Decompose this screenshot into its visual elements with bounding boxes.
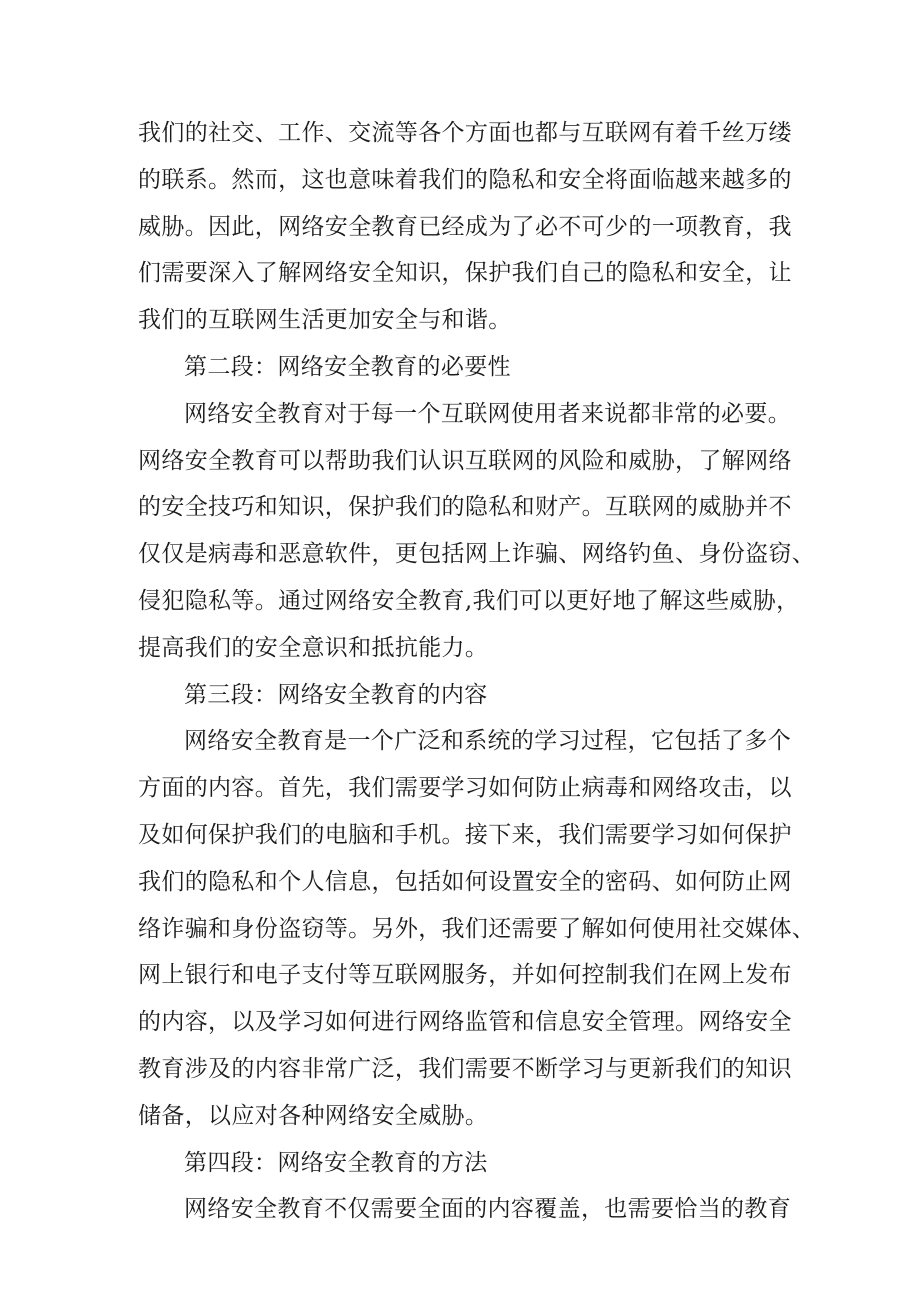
text-line: 我们的隐私和个人信息，包括如何设置安全的密码、如何防止网: [138, 868, 792, 895]
intro-paragraph: [138, 110, 798, 344]
text-line: 网络安全教育对于每一个互联网使用者来说都非常的必要。: [184, 400, 792, 427]
document-page: [138, 110, 816, 1233]
text-line: 方面的内容。首先，我们需要学习如何防止病毒和网络攻击，以: [138, 775, 792, 802]
text-line: 网络安全教育不仅需要全面的内容覆盖，也需要恰当的教育: [184, 1196, 792, 1223]
text-line: 网络安全教育是一个广泛和系统的学习过程，它包括了多个: [184, 728, 792, 755]
section-3-heading: 第三段：网络安全教育的内容: [184, 681, 488, 708]
text-line: 网上银行和电子支付等互联网服务，并如何控制我们在网上发布: [138, 962, 792, 989]
text-line: 提高我们的安全意识和抵抗能力。: [138, 634, 489, 661]
section-4-heading: 第四段：网络安全教育的方法: [184, 1149, 488, 1176]
section-2-heading: 第二段：网络安全教育的必要性: [184, 353, 511, 380]
text-line: 及如何保护我们的电脑和手机。接下来，我们需要学习如何保护: [138, 821, 792, 848]
text-line: 们需要深入了解网络安全知识，保护我们自己的隐私和安全，让: [138, 260, 792, 287]
text-line: 教育涉及的内容非常广泛，我们需要不断学习与更新我们的知识: [138, 1055, 792, 1082]
section-4-paragraph: [138, 1186, 798, 1233]
text-line: 威胁。因此，网络安全教育已经成为了必不可少的一项教育，我: [138, 213, 792, 240]
section-2-paragraph: [138, 391, 816, 672]
text-line: 络诈骗和身份盗窃等。另外，我们还需要了解如何使用社交媒体、: [138, 915, 816, 942]
text-line: 侵犯隐私等。通过网络安全教育,我们可以更好地了解这些威胁，: [138, 587, 800, 614]
text-line: 我们的社交、工作、交流等各个方面也都与互联网有着千丝万缕: [138, 120, 792, 146]
text-line: 的安全技巧和知识，保护我们的隐私和财产。互联网的威胁并不: [138, 494, 792, 521]
text-line: 的联系。然而，这也意味着我们的隐私和安全将面临越来越多的: [138, 166, 792, 193]
text-line: 网络安全教育可以帮助我们认识互联网的风险和威胁，了解网络: [138, 447, 792, 474]
text-line: 仅仅是病毒和恶意软件，更包括网上诈骗、网络钓鱼、身份盗窃、: [138, 541, 816, 568]
text-line: 储备，以应对各种网络安全威胁。: [138, 1102, 489, 1129]
text-line: 的内容，以及学习如何进行网络监管和信息安全管理。网络安全: [138, 1009, 792, 1036]
text-line: 我们的互联网生活更加安全与和谐。: [138, 307, 512, 334]
section-3-paragraph: [138, 718, 816, 1139]
